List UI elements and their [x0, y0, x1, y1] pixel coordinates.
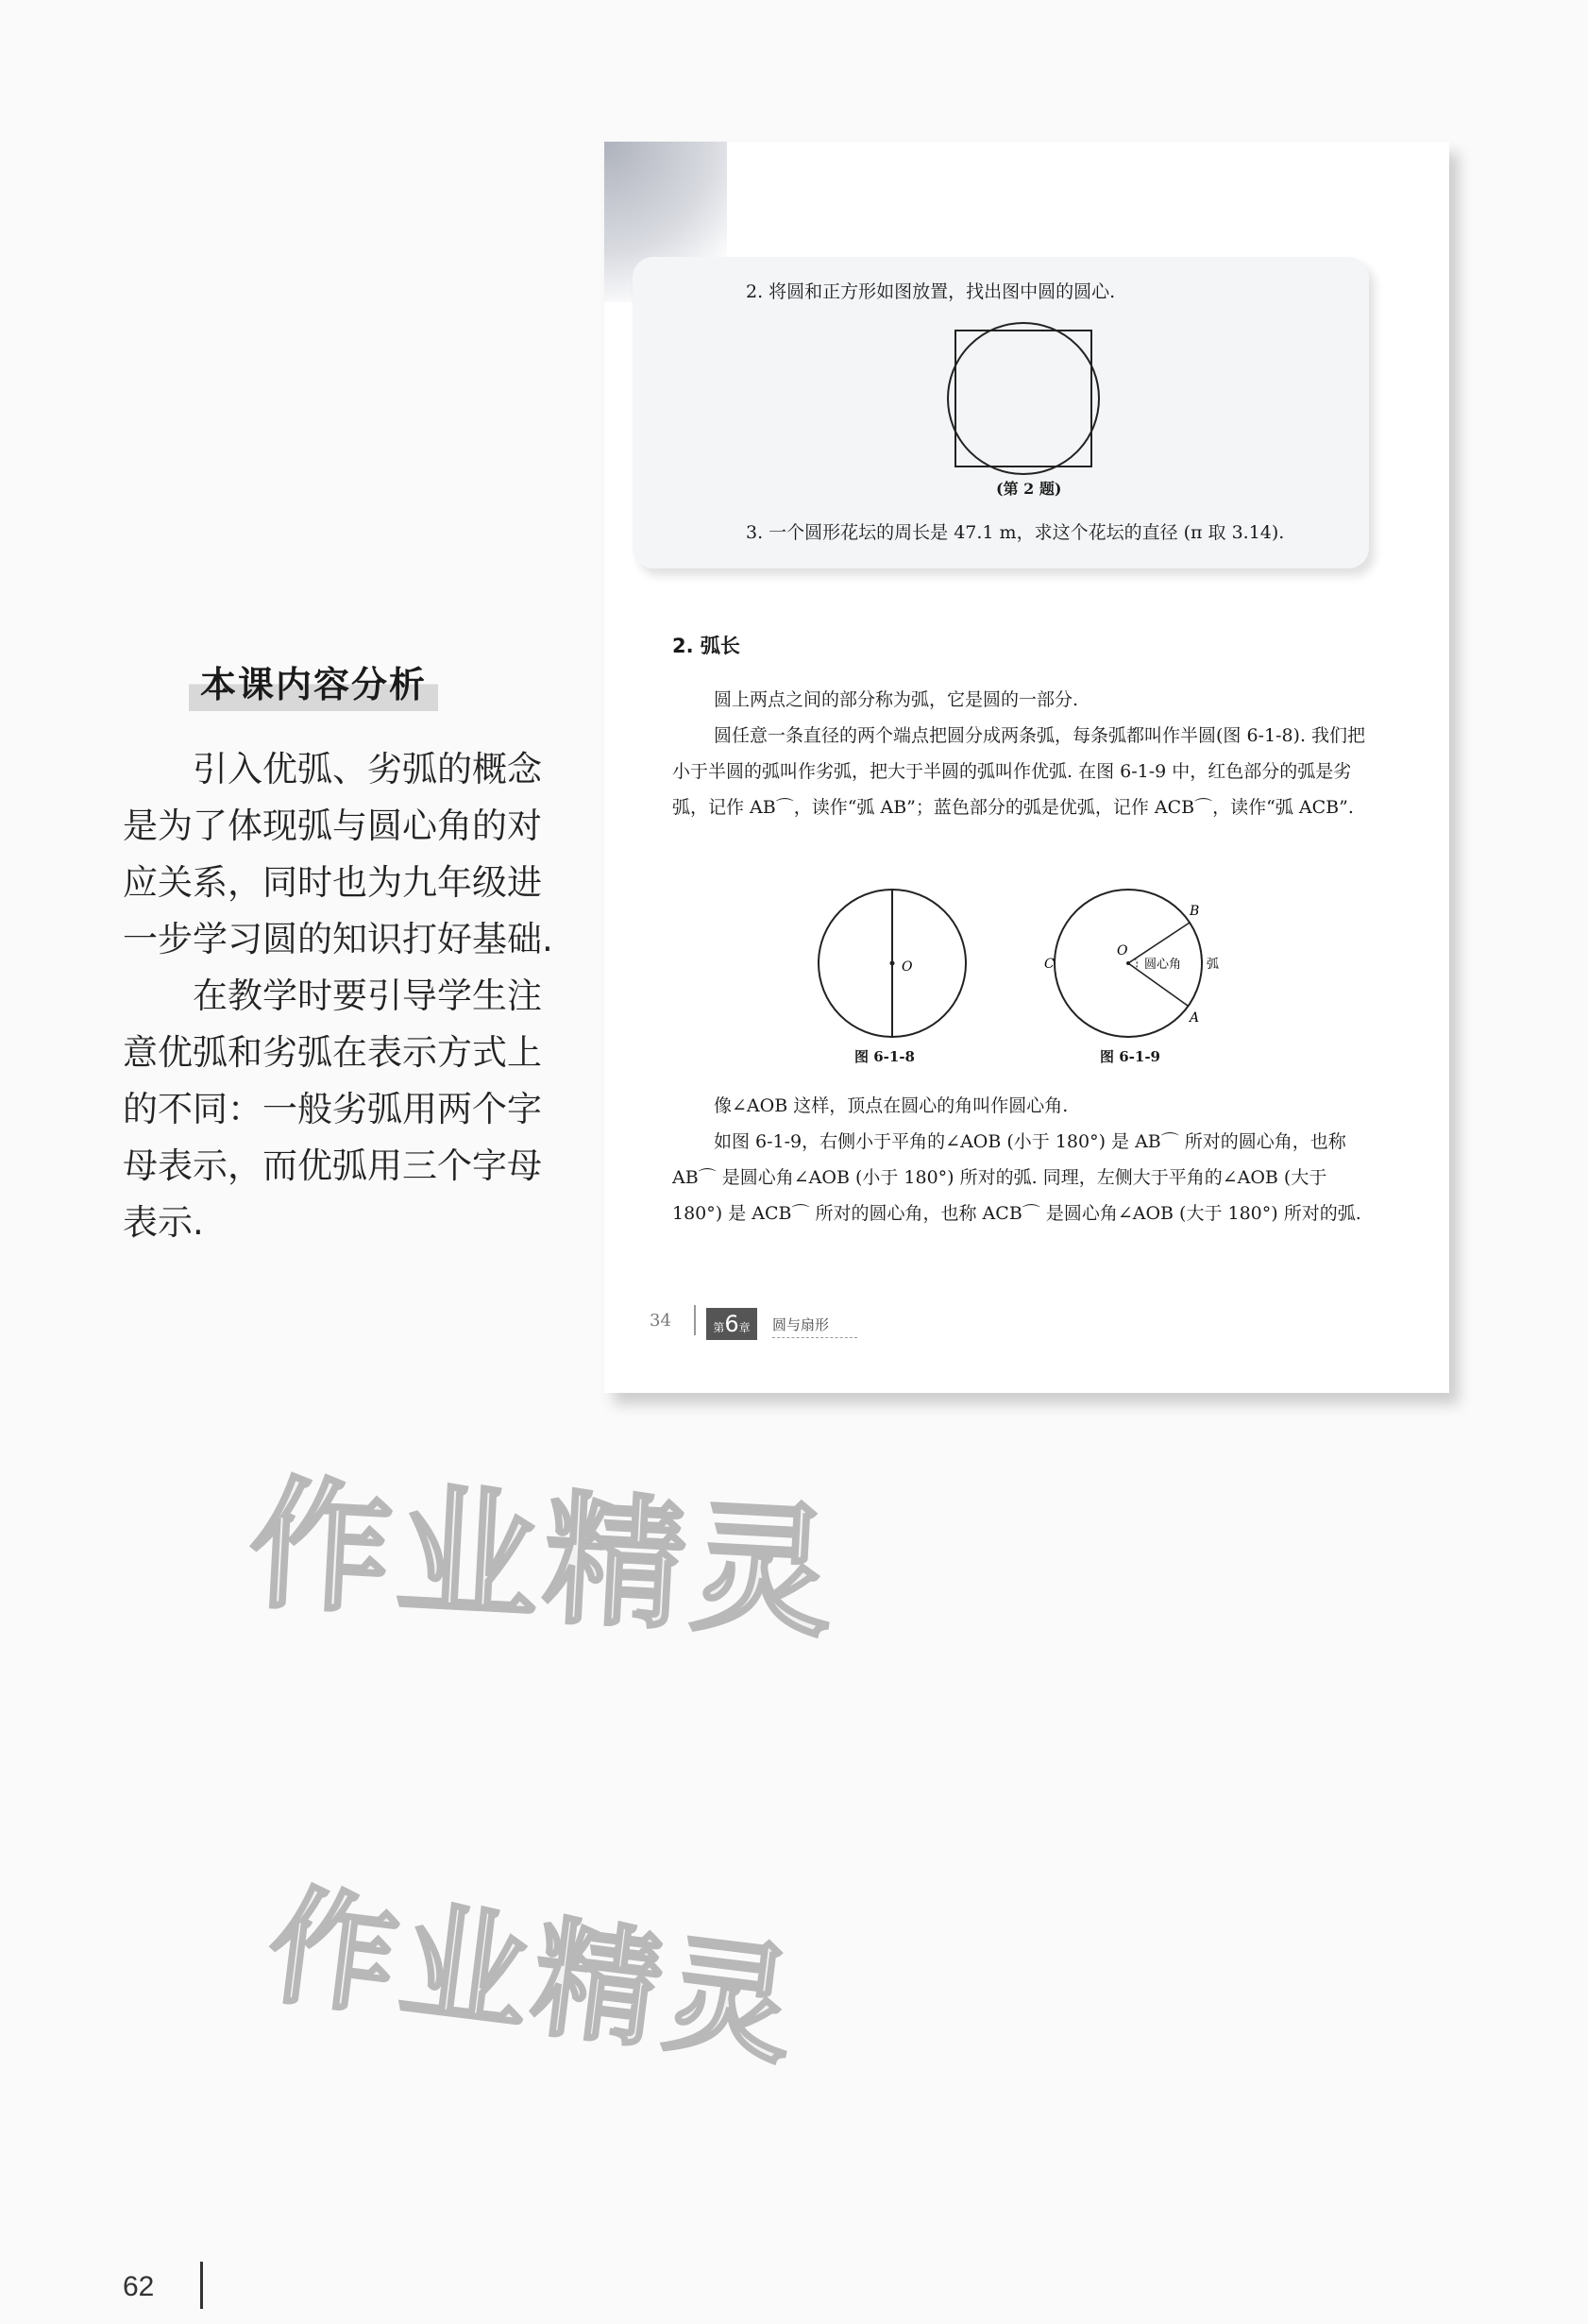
- notes-title: 本课内容分析: [189, 652, 438, 711]
- paragraph-4: 如图 6-1-9，右侧小于平角的∠AOB (小于 180°) 是 AB⌒ 所对的圆心角，也称 AB⌒ 是圆心角∠AOB (小于 180°) 所对的弧. 同理，左侧大于平角的∠AOB (大于 180°) 是 ACB⌒ 所对的圆心角，也称 ACB⌒ 是圆心角∠AOB (大于 180°) 所对的弧.: [672, 1131, 1361, 1224]
- fig9-label-arc: 弧: [1207, 958, 1220, 972]
- exercise-2: 2. 将圆和正方形如图放置，找出图中圆的圆心.: [746, 281, 1116, 302]
- fig9-label-a: A: [1190, 1010, 1200, 1026]
- watermark-2: 作业精灵: [261, 1871, 808, 2083]
- chapter-tab: [706, 1308, 757, 1340]
- notes-paragraph-1: 引入优弧、劣弧的概念是为了体现弧与圆心角的对应关系，同时也为九年级进一步学习圆的知识打好基础.: [123, 749, 553, 959]
- notes-paragraph-2: 在教学时要引导学生注意优弧和劣弧在表示方式上的不同：一般劣弧用两个字母表示，而优弧用三个字母表示.: [123, 975, 542, 1243]
- figure-6-1-8-caption: 图 6-1-8: [854, 1048, 915, 1065]
- chapter-tab-suffix: 章: [738, 1321, 751, 1334]
- figure-6-1-9-caption: 图 6-1-9: [1100, 1048, 1160, 1065]
- exercise-3: 3. 一个圆形花坛的周长是 47.1 m，求这个花坛的直径 (π 取 3.14).: [746, 522, 1285, 543]
- exercise-2-caption: (第 2 题): [996, 480, 1062, 498]
- fig9-label-b: B: [1190, 904, 1200, 919]
- page-number: 62: [123, 2271, 155, 2302]
- page-number-bar: [200, 2262, 203, 2309]
- chapter-title: 圆与扇形: [772, 1315, 857, 1338]
- fig9-label-central-angle: 圆心角: [1144, 958, 1182, 972]
- paragraph-1: 圆上两点之间的部分称为弧，它是圆的一部分.: [714, 689, 1079, 710]
- fig8-label-o: O: [902, 959, 913, 975]
- figure-6-1-9: [1039, 874, 1227, 1053]
- watermark-1: 作业精灵: [245, 1462, 843, 1658]
- section-title: 2. 弧长: [672, 635, 740, 657]
- chapter-tab-prefix: 第: [713, 1321, 725, 1334]
- footer-divider: [694, 1305, 696, 1335]
- paragraph-3: 像∠AOB 这样，顶点在圆心的角叫作圆心角.: [714, 1095, 1069, 1116]
- figure-6-1-8: [807, 878, 977, 1048]
- chapter-tab-number: 6: [724, 1311, 739, 1337]
- fig9-label-c: C: [1044, 957, 1055, 972]
- circle-square-figure: [944, 319, 1103, 478]
- fig9-label-o: O: [1117, 943, 1128, 958]
- notes-body: [123, 741, 566, 1251]
- book-page-number: 34: [650, 1311, 671, 1331]
- paragraph-2: 圆任意一条直径的两个端点把圆分成两条弧，每条弧都叫作半圆(图 6-1-8). 我们把小于半圆的弧叫作劣弧，把大于半圆的弧叫作优弧. 在图 6-1-9 中，红色部分的弧是劣弧，记作 AB⌒，读作“弧 AB”；蓝色部分的弧是优弧，记作 ACB⌒，读作“弧 ACB”.: [672, 725, 1366, 818]
